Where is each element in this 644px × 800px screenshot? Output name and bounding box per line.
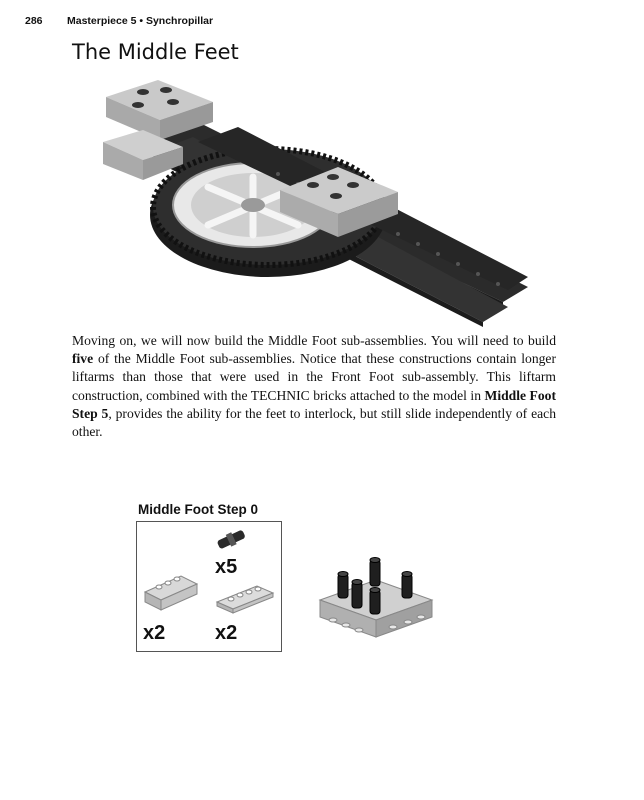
technic-pin-icon: [213, 527, 249, 553]
body-paragraph: Moving on, we will now build the Middle Foot sub-assemblies. You will need to build five of the Middle Foot sub-assemblies. Notice that these constructions contain longer liftarms than those that were used in the Front Foot sub-assembly. This liftarm construction, combined with the TECHNIC bricks attached to the model in Middle Foot Step 5, provides the ability for the feet to interlock, but still slide independently of each other.: [72, 333, 556, 440]
step-build-illustration: [318, 552, 434, 642]
technic-plate-icon: [215, 584, 275, 614]
middle-feet-illustration: [98, 72, 533, 327]
parts-list-box: [136, 521, 282, 652]
plate-quantity: x2: [215, 622, 238, 644]
technic-brick-icon: [143, 572, 199, 612]
pin-quantity: x5: [215, 556, 238, 578]
page-title: The Middle Feet: [72, 40, 239, 64]
step-title: Middle Foot Step 0: [138, 502, 258, 517]
brick-quantity: x2: [143, 622, 166, 644]
running-header: [25, 15, 213, 27]
page-number: 286: [25, 15, 43, 27]
section-title: Masterpiece 5 • Synchropillar: [67, 15, 214, 27]
